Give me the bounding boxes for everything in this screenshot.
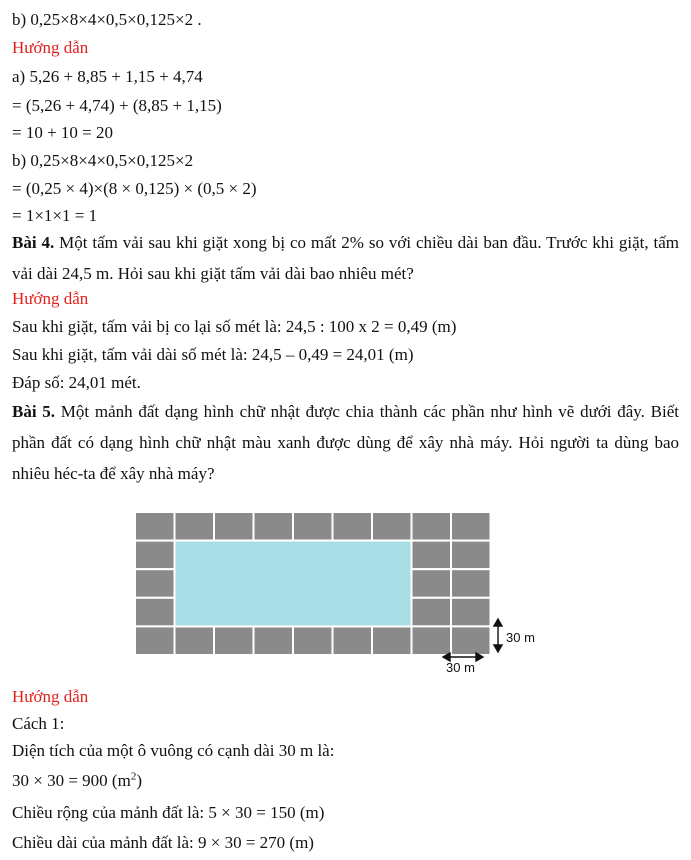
- land-plot-diagram: [130, 505, 560, 680]
- exercise-4-answer: Đáp số: 24,01 mét.: [12, 373, 141, 392]
- grid-tile: [451, 626, 491, 655]
- vertical-dimension-arrow: [494, 619, 502, 652]
- grid-tile: [254, 626, 294, 655]
- exercise-4-text: Một tấm vải sau khi giặt xong bị co mất 2% so với chiều dài ban đầu. Trước khi giặt, tấm vải dài 24,5 m. Hỏi sau khi giặt tấm vải dài bao nhiêu mét?: [12, 233, 680, 283]
- grid-tile: [333, 626, 373, 655]
- solution-b-line-2: = (0,25 × 4)×(8 × 0,125) × (0,5 × 2): [12, 179, 257, 198]
- guide-heading-1: Hướng dẫn: [12, 38, 89, 57]
- grid-tile: [293, 512, 333, 541]
- grid-tile: [254, 512, 294, 541]
- part-b-problem: b) 0,25×8×4×0,5×0,125×2 .: [12, 10, 202, 29]
- exercise-5-text: Một mảnh đất dạng hình chữ nhật được chia thành các phần như hình vẽ dưới đây. Biết phần đất có dạng hình chữ nhật màu xanh được dùng để xây nhà máy. Hỏi người ta dùng bao nhiêu héc-ta để xây nhà máy?: [12, 402, 680, 483]
- solution-step-1: Diện tích của một ô vuông có cạnh dài 30 m là:: [12, 741, 335, 760]
- guide-heading-3: Hướng dẫn: [12, 687, 89, 706]
- grid-tile: [451, 598, 491, 627]
- grid-tile: [135, 569, 175, 598]
- grid-tile: [412, 569, 452, 598]
- grid-tile: [412, 541, 452, 570]
- guide-heading-2: Hướng dẫn: [12, 289, 89, 308]
- grid-tile: [412, 512, 452, 541]
- exercise-4-step-2: Sau khi giặt, tấm vải dài số mét là: 24,5 – 0,49 = 24,01 (m): [12, 345, 414, 364]
- area-close-paren: ): [136, 771, 142, 790]
- grid-tile: [372, 626, 412, 655]
- grid-tile: [333, 512, 373, 541]
- grid-tile: [135, 626, 175, 655]
- grid-tile: [451, 569, 491, 598]
- solution-step-2: [12, 770, 142, 792]
- grid-tile: [175, 626, 215, 655]
- grid-tile: [293, 626, 333, 655]
- horizontal-dimension-label: 30 m: [446, 660, 475, 675]
- solution-step-3: Chiều rộng của mảnh đất là: 5 × 30 = 150 (m): [12, 803, 325, 822]
- grid-tile: [451, 512, 491, 541]
- grid-tile: [214, 512, 254, 541]
- area-expression: 30 × 30 = 900 (m: [12, 771, 131, 790]
- grid-tile: [372, 512, 412, 541]
- exercise-4-step-1: Sau khi giặt, tấm vải bị co lại số mét là: 24,5 : 100 x 2 = 0,49 (m): [12, 317, 457, 336]
- grid-tile: [412, 598, 452, 627]
- grid-tile: [451, 541, 491, 570]
- area-exponent: 2: [130, 770, 137, 783]
- exercise-5: [12, 396, 679, 489]
- solution-a-line-3: = 10 + 10 = 20: [12, 123, 114, 142]
- grid-tile: [175, 512, 215, 541]
- factory-area: [175, 541, 412, 627]
- exercise-5-label: Bài 5.: [12, 402, 56, 421]
- solution-b-line-3: = 1×1×1 = 1: [12, 206, 98, 225]
- grid-tile: [214, 626, 254, 655]
- exercise-4-label: Bài 4.: [12, 233, 55, 252]
- solution-a-line-2: = (5,26 + 4,74) + (8,85 + 1,15): [12, 96, 222, 115]
- solution-a-line-1: a) 5,26 + 8,85 + 1,15 + 4,74: [12, 67, 203, 86]
- exercise-4: [12, 227, 679, 289]
- method-label: Cách 1:: [12, 714, 65, 733]
- grid-tile: [135, 598, 175, 627]
- solution-b-line-1: b) 0,25×8×4×0,5×0,125×2: [12, 151, 194, 170]
- solution-step-4: Chiều dài của mảnh đất là: 9 × 30 = 270 (m): [12, 833, 314, 852]
- vertical-dimension-label: 30 m: [506, 630, 535, 645]
- grid-tile: [412, 626, 452, 655]
- grid-tile: [135, 512, 175, 541]
- grid-tile: [135, 541, 175, 570]
